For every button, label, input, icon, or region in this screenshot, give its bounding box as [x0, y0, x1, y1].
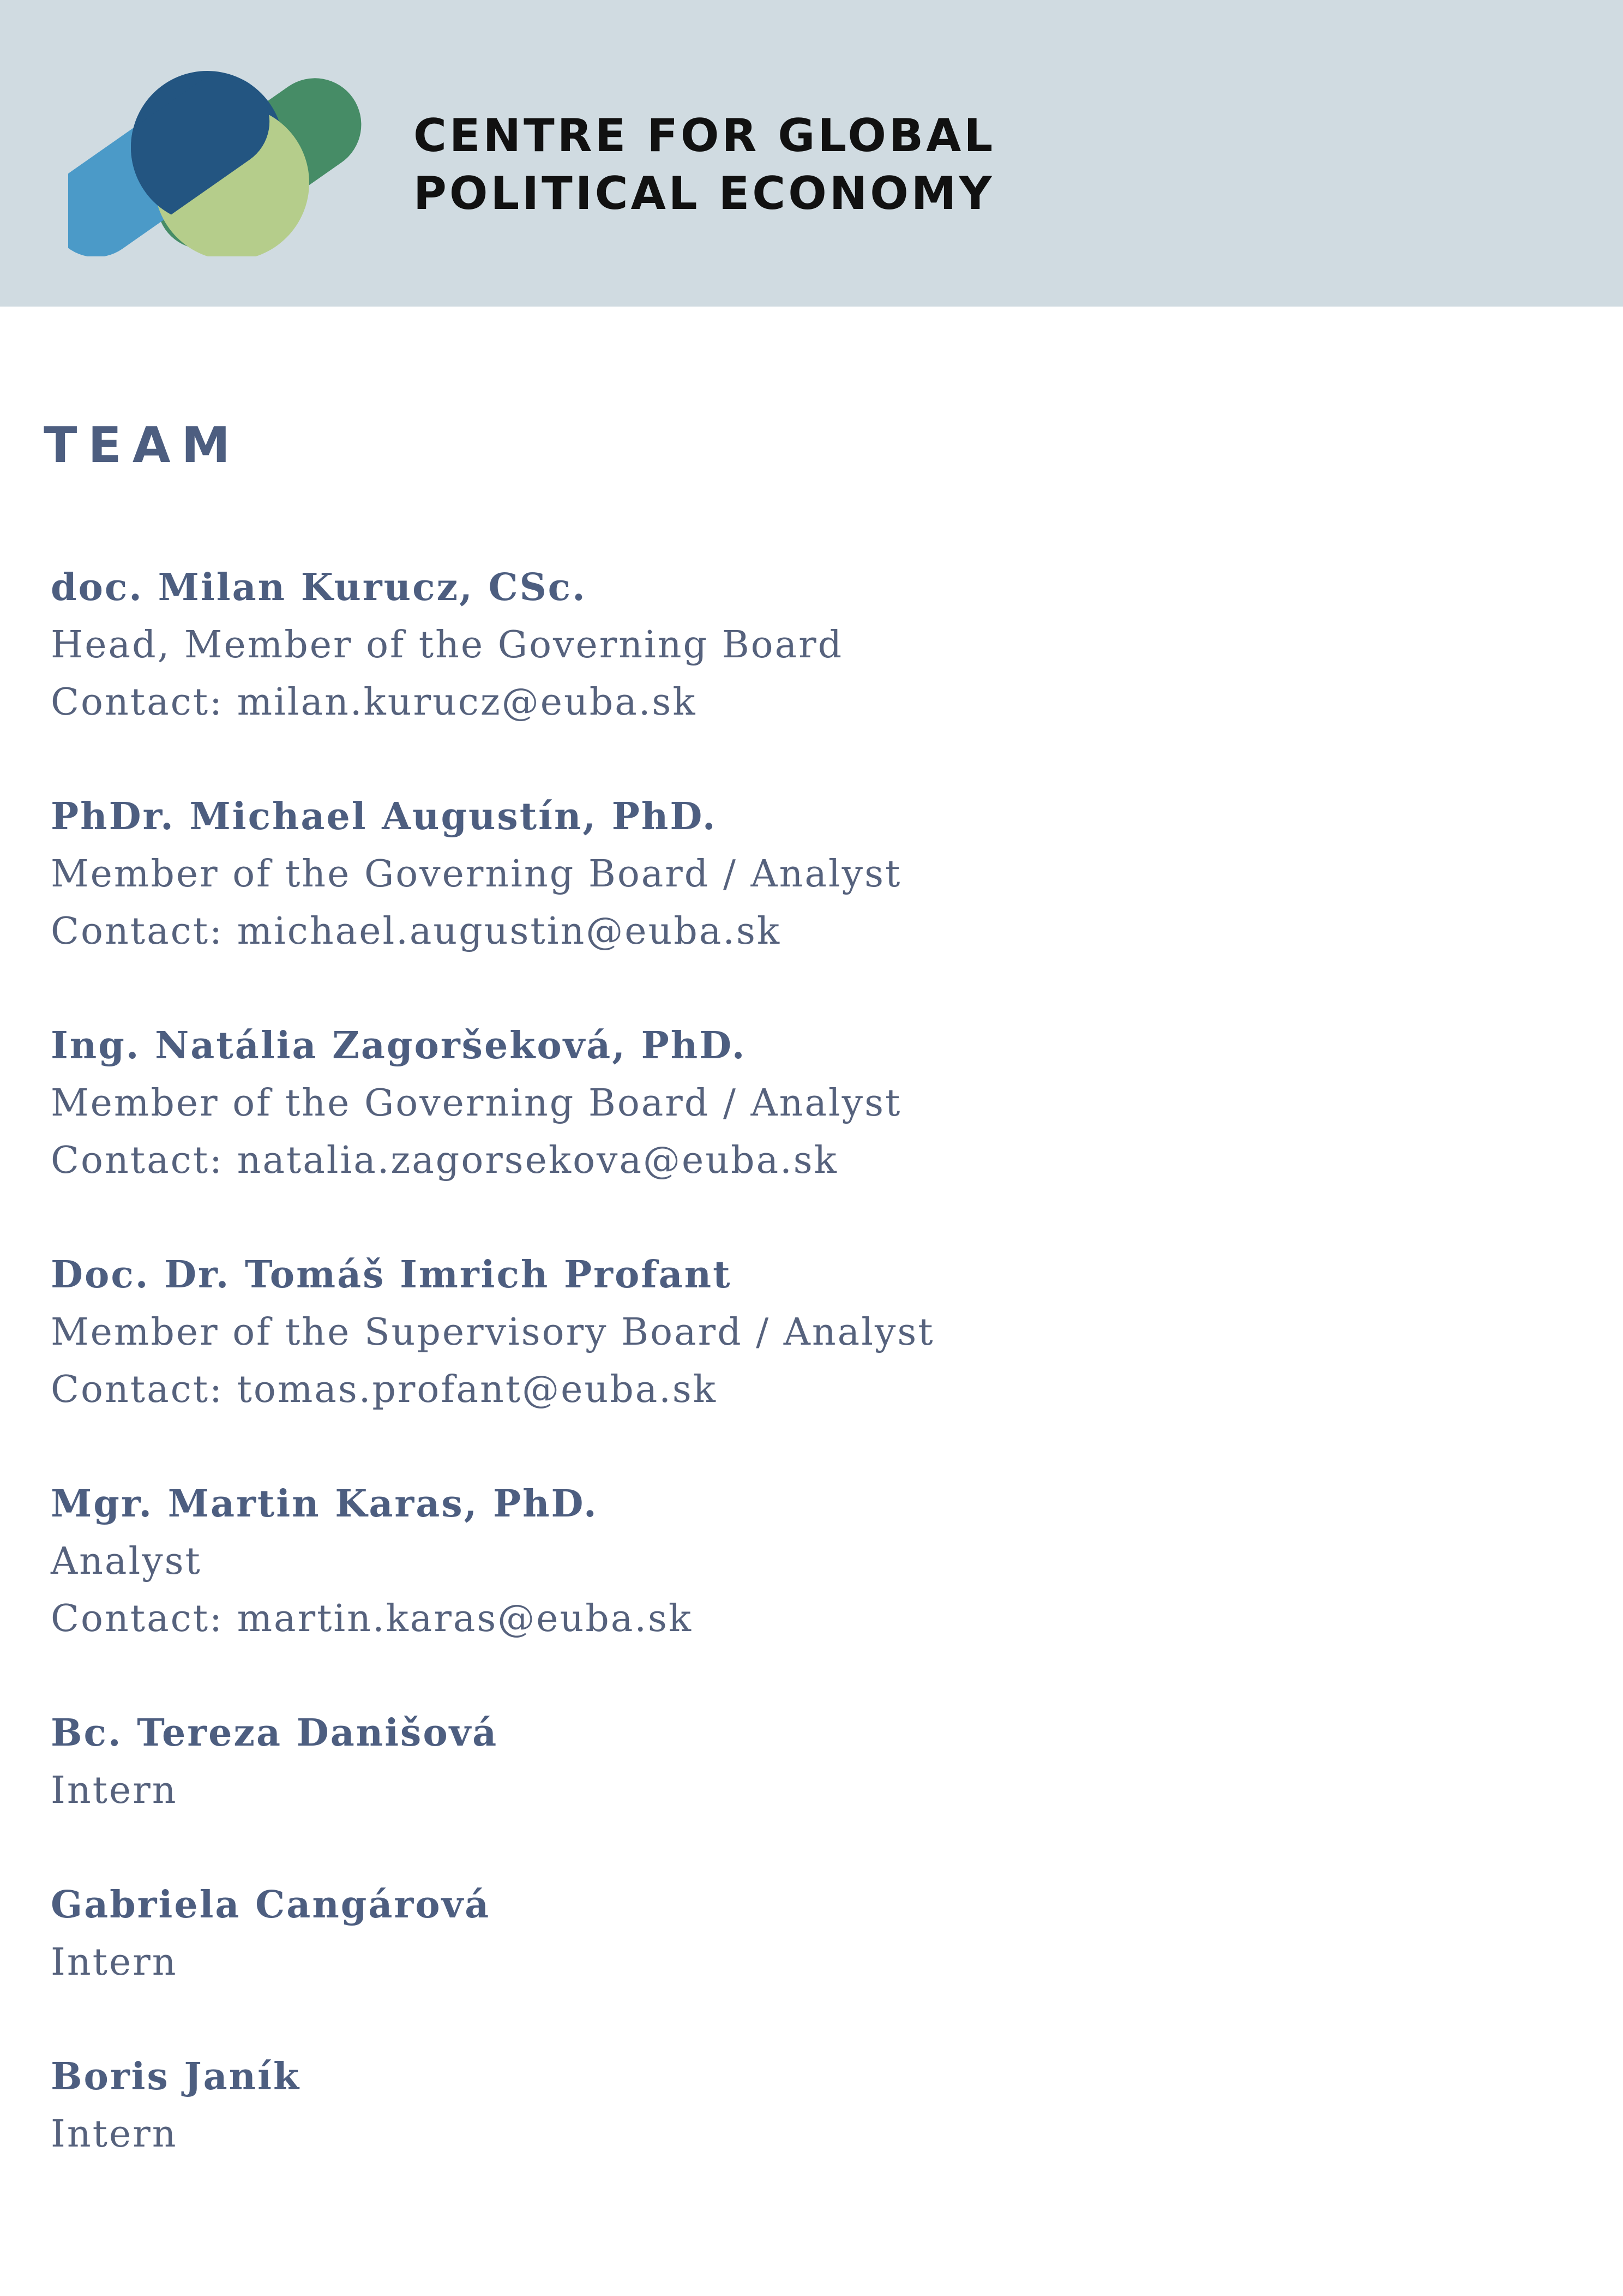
- org-name-line1: CENTRE FOR GLOBAL: [413, 109, 996, 162]
- team-member: [51, 1705, 1523, 1819]
- team-list: [51, 559, 1523, 2220]
- member-name: Doc. Dr. Tomáš Imrich Profant: [51, 1253, 732, 1297]
- member-name: Ing. Natália Zagoršeková, PhD.: [51, 1024, 747, 1068]
- member-contact: Contact: milan.kurucz@euba.sk: [51, 681, 697, 724]
- member-role: Member of the Governing Board / Analyst: [51, 1082, 902, 1125]
- centre-logo-icon: [68, 65, 374, 256]
- team-member: [51, 1476, 1523, 1647]
- member-contact: Contact: tomas.profant@euba.sk: [51, 1368, 717, 1411]
- member-name: doc. Milan Kurucz, CSc.: [51, 566, 587, 609]
- member-role: Intern: [51, 1941, 178, 1984]
- member-role: Member of the Supervisory Board / Analyst: [51, 1311, 935, 1354]
- team-member: [51, 1246, 1523, 1418]
- member-contact: Contact: michael.augustin@euba.sk: [51, 910, 782, 953]
- page-header: [0, 0, 1623, 307]
- member-name: Bc. Tereza Danišová: [51, 1711, 498, 1755]
- member-name: Gabriela Cangárová: [51, 1883, 491, 1927]
- member-role: Member of the Governing Board / Analyst: [51, 853, 902, 896]
- team-member: [51, 2048, 1523, 2163]
- org-name: [413, 107, 1068, 223]
- org-name-line2: POLITICAL ECONOMY: [413, 167, 995, 220]
- team-member: [51, 1017, 1523, 1189]
- member-role: Intern: [51, 2113, 178, 2156]
- member-name: PhDr. Michael Augustín, PhD.: [51, 795, 717, 838]
- member-role: Intern: [51, 1769, 178, 1812]
- member-contact: Contact: natalia.zagorsekova@euba.sk: [51, 1139, 838, 1182]
- team-member: [51, 788, 1523, 960]
- team-member: [51, 559, 1523, 731]
- section-title: TEAM: [44, 417, 242, 474]
- team-member: [51, 1877, 1523, 1991]
- member-contact: Contact: martin.karas@euba.sk: [51, 1597, 693, 1640]
- member-role: Head, Member of the Governing Board: [51, 624, 844, 667]
- member-role: Analyst: [51, 1540, 202, 1583]
- member-name: Mgr. Martin Karas, PhD.: [51, 1482, 598, 1526]
- member-name: Boris Janík: [51, 2055, 301, 2099]
